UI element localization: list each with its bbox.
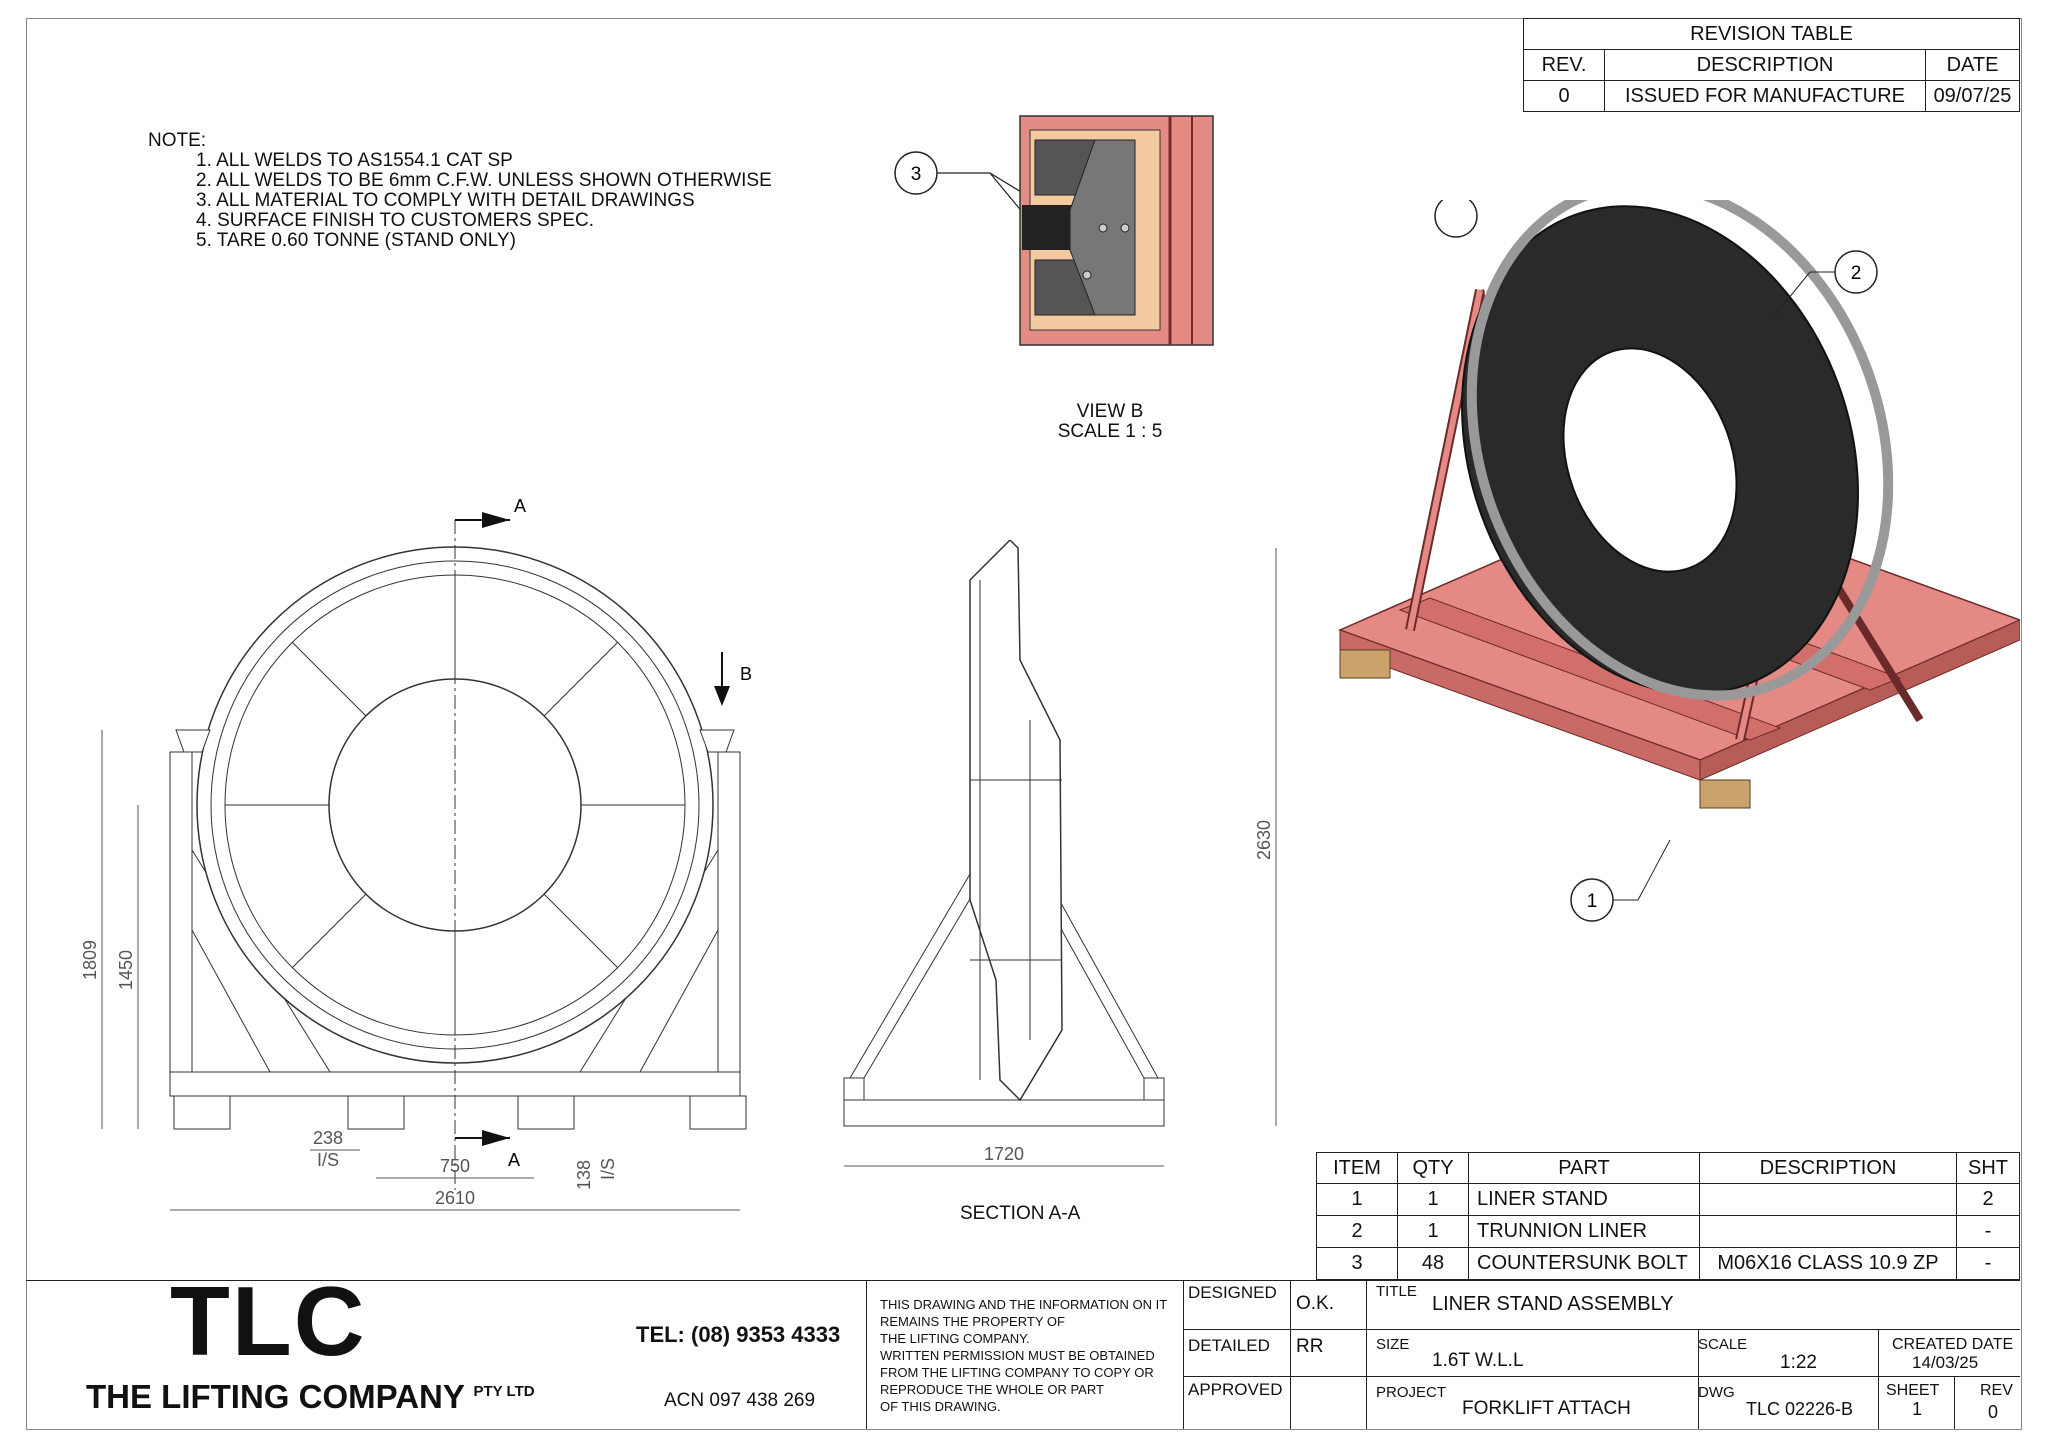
company-acn: ACN 097 438 269 xyxy=(664,1390,816,1411)
disclaimer xyxy=(880,1296,1180,1415)
title-value: LINER STAND ASSEMBLY xyxy=(1432,1293,1674,1315)
size-label: SIZE xyxy=(1376,1336,1410,1353)
bom-row-sht: - xyxy=(1957,1248,2020,1280)
bom-row-qty: 48 xyxy=(1398,1248,1469,1280)
approved-label: APPROVED xyxy=(1188,1380,1283,1399)
notes-block xyxy=(148,131,772,251)
front-view xyxy=(70,490,790,1230)
dim-1450: 1450 xyxy=(116,949,136,991)
disclaimer-line: WRITTEN PERMISSION MUST BE OBTAINED xyxy=(880,1348,1155,1363)
bom-row-sht: 2 xyxy=(1957,1184,2020,1216)
section-marker-bottom: A xyxy=(508,1150,521,1170)
view-b-detail xyxy=(880,110,1220,360)
bom-header-description: DESCRIPTION xyxy=(1700,1153,1957,1184)
bom-row-description: M06X16 CLASS 10.9 ZP xyxy=(1700,1248,1957,1280)
bom-table xyxy=(1316,1152,2020,1280)
dwg-value: TLC 02226-B xyxy=(1746,1399,1854,1419)
note-item: 4. SURFACE FINISH TO CUSTOMERS SPEC. xyxy=(196,210,595,231)
dwg-label: DWG xyxy=(1698,1384,1735,1401)
dim-138-is: I/S xyxy=(598,1157,618,1180)
company-tel: TEL: (08) 9353 4333 xyxy=(636,1322,841,1347)
bom-row-qty: 1 xyxy=(1398,1184,1469,1216)
title-label: TITLE xyxy=(1376,1283,1417,1300)
dim-138: 138 xyxy=(574,1159,594,1190)
disclaimer-line: THE LIFTING COMPANY. xyxy=(880,1331,1030,1346)
view-b-title: VIEW B xyxy=(1076,401,1144,422)
balloon-2-label: 2 xyxy=(1850,263,1862,284)
balloon-3-label: 3 xyxy=(910,164,922,185)
company-name: THE LIFTING COMPANY xyxy=(86,1378,465,1415)
disclaimer-line: FROM THE LIFTING COMPANY TO COPY OR xyxy=(880,1365,1154,1380)
sheet-label: SHEET xyxy=(1886,1382,1940,1399)
bom-header-item: ITEM xyxy=(1317,1153,1398,1184)
bom-row-description xyxy=(1700,1184,1957,1216)
project-value: FORKLIFT ATTACH xyxy=(1462,1398,1631,1419)
dim-238-is: I/S xyxy=(316,1150,340,1170)
note-item: 1. ALL WELDS TO AS1554.1 CAT SP xyxy=(196,150,513,171)
view-b-caption xyxy=(1010,402,1210,442)
scale-label: SCALE xyxy=(1698,1336,1748,1353)
revision-rev-value: 0 xyxy=(1524,81,1605,112)
detailed-value: RR xyxy=(1296,1336,1324,1357)
disclaimer-line: REMAINS THE PROPERTY OF xyxy=(880,1314,1065,1329)
note-item: 2. ALL WELDS TO BE 6mm C.F.W. UNLESS SHOWN OTHERWISE xyxy=(196,170,772,191)
bom-header-qty: QTY xyxy=(1398,1153,1469,1184)
balloon-1-label: 1 xyxy=(1586,891,1598,912)
detailed-label: DETAILED xyxy=(1188,1336,1270,1355)
revision-description-value: ISSUED FOR MANUFACTURE xyxy=(1605,81,1926,112)
revision-date-value: 09/07/25 xyxy=(1926,81,2020,112)
rev-value: 0 xyxy=(1988,1402,1999,1422)
section-a-a xyxy=(830,540,1310,1200)
isometric-view xyxy=(1320,200,2020,940)
bom-header-part: PART xyxy=(1469,1153,1700,1184)
designed-value: O.K. xyxy=(1296,1293,1335,1314)
sheet-value: 1 xyxy=(1912,1399,1923,1419)
bom-row-part: COUNTERSUNK BOLT xyxy=(1469,1248,1700,1280)
bom-row-item: 2 xyxy=(1317,1216,1398,1248)
bom-row-part: TRUNNION LINER xyxy=(1469,1216,1700,1248)
disclaimer-line: OF THIS DRAWING. xyxy=(880,1399,1001,1414)
bom-row-description xyxy=(1700,1216,1957,1248)
bom-row-qty: 1 xyxy=(1398,1216,1469,1248)
note-item: 3. ALL MATERIAL TO COMPLY WITH DETAIL DRAWINGS xyxy=(196,190,695,211)
dim-1809: 1809 xyxy=(80,939,100,981)
bom-row-sht: - xyxy=(1957,1216,2020,1248)
section-caption: SECTION A-A xyxy=(960,1203,1081,1224)
revision-header-date: DATE xyxy=(1926,50,2020,81)
dim-750: 750 xyxy=(439,1156,471,1176)
company-logo: TLC xyxy=(170,1266,367,1376)
dim-1720: 1720 xyxy=(983,1144,1025,1164)
scale-value: 1:22 xyxy=(1780,1352,1817,1373)
created-date-value: 14/03/25 xyxy=(1912,1353,1979,1372)
bom-row-item: 3 xyxy=(1317,1248,1398,1280)
dim-238: 238 xyxy=(312,1128,344,1148)
notes-heading: NOTE: xyxy=(148,130,207,151)
company-suffix: PTY LTD xyxy=(473,1383,535,1400)
dim-2610: 2610 xyxy=(434,1188,476,1208)
revision-header-description: DESCRIPTION xyxy=(1605,50,1926,81)
view-b-marker: B xyxy=(740,664,753,684)
section-marker-top: A xyxy=(514,496,527,516)
designed-label: DESIGNED xyxy=(1188,1283,1277,1302)
dim-2630: 2630 xyxy=(1254,819,1274,861)
view-b-scale: SCALE 1 : 5 xyxy=(1057,421,1163,442)
revision-table-title: REVISION TABLE xyxy=(1524,19,2020,50)
created-date-label: CREATED DATE xyxy=(1892,1336,2014,1353)
project-label: PROJECT xyxy=(1376,1384,1447,1401)
bom-row-part: LINER STAND xyxy=(1469,1184,1700,1216)
size-value: 1.6T W.L.L xyxy=(1432,1350,1524,1371)
revision-table xyxy=(1523,18,2020,112)
bom-header-sht: SHT xyxy=(1957,1153,2020,1184)
revision-header-rev: REV. xyxy=(1524,50,1605,81)
rev-label: REV xyxy=(1980,1382,2013,1399)
note-item: 5. TARE 0.60 TONNE (STAND ONLY) xyxy=(196,230,516,251)
bom-row-item: 1 xyxy=(1317,1184,1398,1216)
disclaimer-line: REPRODUCE THE WHOLE OR PART xyxy=(880,1382,1104,1397)
disclaimer-line: THIS DRAWING AND THE INFORMATION ON IT xyxy=(880,1297,1168,1312)
